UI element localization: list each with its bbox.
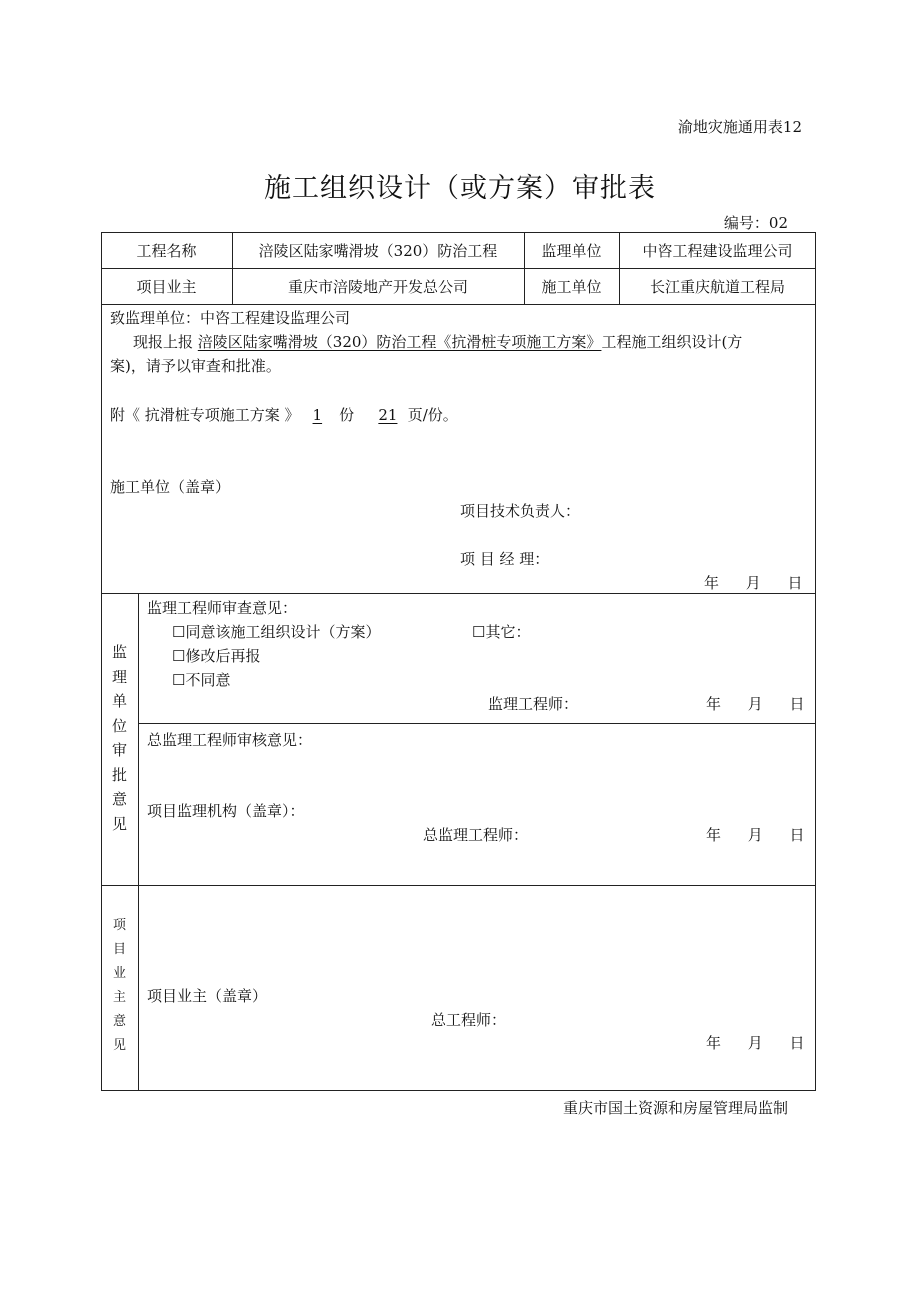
serial-number: 编号：02 <box>723 214 788 232</box>
engineer-sign-label: 监理工程师： <box>488 695 579 713</box>
construction-unit-label: 施工单位 <box>541 277 602 296</box>
chief-date: 年 月 日 <box>706 826 805 844</box>
option-disagree: ☐不同意 <box>172 671 231 689</box>
owner-label: 项目业主 <box>136 277 197 296</box>
chief-opinion-label: 总监理工程师审核意见： <box>147 731 313 749</box>
engineer-opinion-label: 监理工程师审查意见： <box>147 599 298 617</box>
page-title: 施工组织设计（或方案）审批表 <box>264 173 656 204</box>
row-divider <box>138 723 816 724</box>
attachment-copies: 1 <box>312 406 323 424</box>
side-char: 主 <box>112 990 126 1005</box>
chief-engineer-label: 总工程师： <box>431 1011 507 1029</box>
side-char: 业 <box>112 966 126 981</box>
attachment-pages: 21 <box>378 406 398 424</box>
chief-sign-label: 总监理工程师： <box>423 826 529 844</box>
report-suffix: 工程施工组织设计(方 <box>601 333 743 351</box>
side-char: 见 <box>112 1038 126 1053</box>
construction-unit-value: 长江重庆航道工程局 <box>649 277 785 296</box>
side-char: 单 <box>111 692 127 710</box>
engineer-date: 年 月 日 <box>706 695 805 713</box>
report-line <box>133 331 742 352</box>
tech-lead-label: 项目技术负责人： <box>460 502 581 520</box>
construction-seal-label: 施工单位（盖章） <box>110 478 231 496</box>
attachment-line <box>110 404 458 425</box>
option-revise: ☐修改后再报 <box>172 647 261 665</box>
supervision-unit-label: 监理单位 <box>541 241 602 260</box>
owner-value: 重庆市涪陵地产开发总公司 <box>287 277 468 296</box>
report-line-2: 案)，请予以审查和批准。 <box>110 357 281 375</box>
submission-date: 年 月 日 <box>704 574 803 592</box>
side-char: 批 <box>111 765 127 784</box>
side-char: 位 <box>111 716 127 735</box>
attachment-prefix: 附《 抗滑桩专项施工方案 》 <box>110 406 300 424</box>
report-project: 涪陵区陆家嘴滑坡（320）防治工程《抗滑桩专项施工方案》 <box>197 333 602 351</box>
column-divider <box>138 593 139 1091</box>
project-name-label: 工程名称 <box>136 241 197 260</box>
to-supervision-line: 致监理单位：中咨工程建设监理公司 <box>110 309 351 327</box>
side-char: 项 <box>112 918 126 933</box>
side-char: 监 <box>111 643 127 661</box>
form-code: 渝地灾施通用表12 <box>677 118 802 136</box>
side-char: 理 <box>111 667 127 686</box>
report-prefix: 现报上报 <box>133 333 194 351</box>
side-char: 审 <box>111 741 127 759</box>
option-agree: ☐同意该施工组织设计（方案） <box>172 623 381 641</box>
row-divider <box>101 304 816 305</box>
attachment-pages-unit: 页/份。 <box>407 406 458 424</box>
footer-issuer: 重庆市国土资源和房屋管理局监制 <box>562 1099 788 1117</box>
project-manager-label: 项 目 经 理： <box>460 550 550 568</box>
side-char: 意 <box>111 790 127 808</box>
section-divider <box>101 593 816 594</box>
project-name-value: 涪陵区陆家嘴滑坡（320）防治工程 <box>258 241 498 260</box>
side-char: 目 <box>112 942 126 957</box>
side-char: 意 <box>112 1014 126 1029</box>
section-divider <box>101 885 816 886</box>
owner-side-label <box>101 914 138 1058</box>
org-seal-label: 项目监理机构（盖章）： <box>147 802 305 820</box>
side-char: 见 <box>111 814 127 833</box>
supervision-side-label <box>101 640 138 836</box>
owner-seal-label: 项目业主（盖章） <box>147 987 268 1005</box>
supervision-unit-value: 中咨工程建设监理公司 <box>642 241 793 260</box>
owner-date: 年 月 日 <box>706 1034 805 1052</box>
attachment-copies-unit: 份 <box>339 406 355 424</box>
option-other: ☐其它： <box>472 623 531 641</box>
